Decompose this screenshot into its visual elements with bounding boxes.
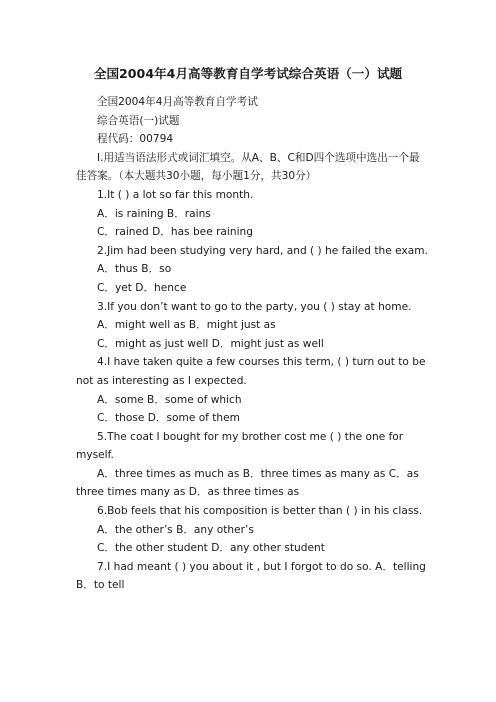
question-2: 2.Jim had been studying very hard, and ( ) he failed the exam. [97, 244, 428, 257]
question-3-options-cd: C．might as just well D．might just as well [97, 337, 324, 350]
question-4: 4.I have taken quite a few courses this term, ( ) turn out to be not as interesting as I expected. [76, 356, 426, 387]
question-3-options-ab: A．might well as B．might just as [97, 319, 276, 332]
question-5-options: A．three times as much as B．three times as many as C．as three times many as D．as three times as [76, 467, 419, 499]
document-title: 全国2004年4月高等教育自学考试综合英语（一）试题 [93, 66, 403, 81]
question-2-options-ab: A．thus B．so [97, 263, 172, 276]
question-6-options-ab: A．the other’s B．any other’s [97, 523, 254, 536]
exam-heading: 全国2004年4月高等教育自学考试 [97, 96, 258, 108]
question-1-options-cd: C．rained D．has bee raining [97, 226, 253, 239]
question-5: 5.The coat I bought for my brother cost me ( ) the one for myself. [76, 430, 404, 462]
question-6-options-cd: C．the other student D．any other student [97, 542, 325, 555]
question-2-options-cd: C．yet D．hence [97, 281, 187, 294]
document-body [76, 93, 426, 595]
exam-subject: 综合英语(一)试题 [97, 114, 180, 127]
question-1: 1.It ( ) a lot so far this month. [97, 188, 254, 201]
course-code: 程代码：00794 [97, 133, 174, 146]
question-6: 6.Bob feels that his composition is better than ( ) in his class. [97, 505, 423, 518]
question-4-options-ab: A．some B．some of which [97, 393, 242, 406]
question-1-options-ab: A．is raining B．rains [97, 207, 211, 220]
section-instructions: I.用适当语法形式或词汇填空。从A、B、C和D四个选项中选出一个最佳答案。（本大题共30小题，每小题1分，共30分） [76, 151, 420, 183]
question-7: 7.I had meant ( ) you about it , but I forgot to do so. A．telling B．to tell [76, 560, 426, 592]
question-4-options-cd: C．those D．some of them [97, 412, 240, 425]
question-3: 3.If you don’t want to go to the party, you ( ) stay at home. [97, 300, 412, 313]
